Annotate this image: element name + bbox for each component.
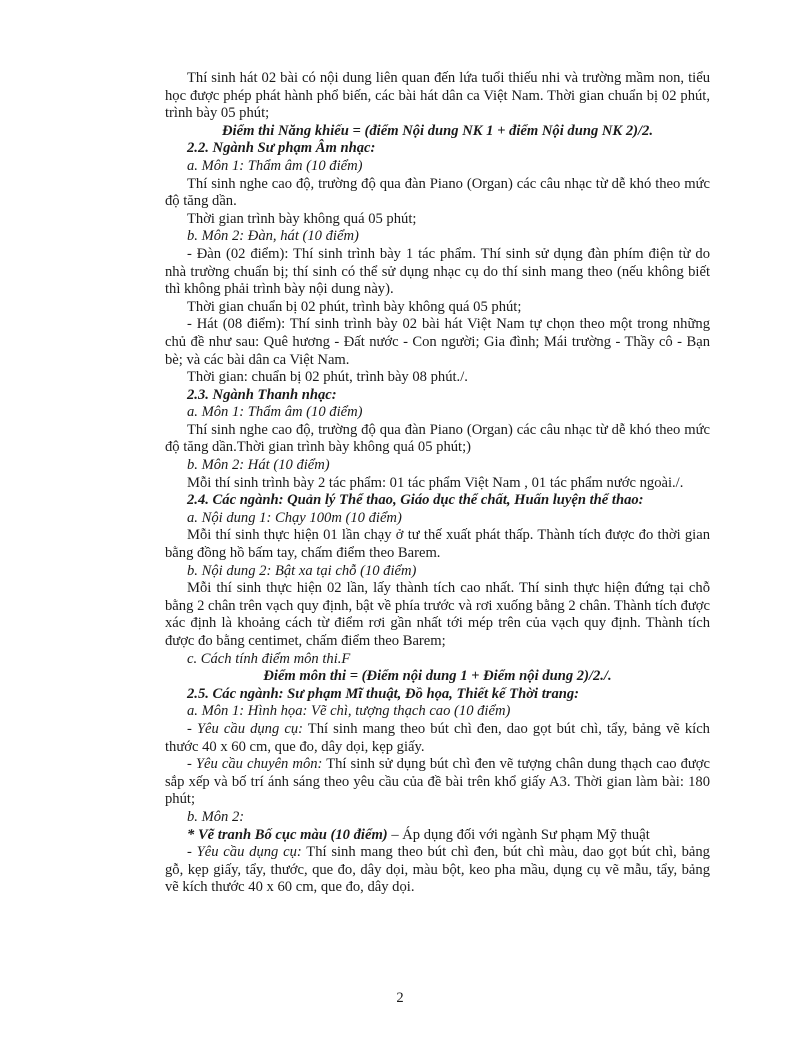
paragraph: Mỗi thí sinh trình bày 2 tác phẩm: 01 tác phẩm Việt Nam , 01 tác phẩm nước ngoài./. [187,474,684,491]
item-label: * Vẽ tranh Bố cục màu (10 điểm) [187,826,388,843]
item-text: Thí sinh sử dụng bút chì đen vẽ tượng chân dung thạch cao được sắp xếp và bố trí ánh sáng theo yêu cầu của đề bài trên khổ giấy A3. Thời gian làm bài: 180 phút; [165,756,711,808]
subsection-label: b. Môn 2: Hát (10 điểm) [187,457,330,474]
subsection-label: b. Môn 2: Đàn, hát (10 điểm) [187,228,359,245]
requirement-item [165,721,710,756]
subsection-label: b. Môn 2: [187,808,245,825]
paragraph: Thời gian chuẩn bị 02 phút, trình bày không quá 05 phút; [187,298,522,315]
paragraph: Thời gian trình bày không quá 05 phút; [187,210,417,227]
item-text: Thí sinh mang theo bút chì đen, bút chì màu, dao gọt bút chì, bảng gỗ, kẹp giấy, tẩy, thước, que đo, dây dọi, màu bột, keo pha mầu, dụng cụ vẽ mẫu, tẩy, bảng vẽ kích thước 40 x 60 cm, que đo, dây dọi. [165,844,710,896]
starred-item [165,827,710,845]
item-label: - Yêu cầu dụng cụ: [187,720,303,737]
section-heading: 2.4. Các ngành: Quản lý Thể thao, Giáo dục thể chất, Huấn luyện thể thao: [187,492,644,509]
subsection-label: a. Môn 1: Hình họa: Vẽ chì, tượng thạch cao (10 điểm) [187,703,511,720]
score-formula: Điểm môn thi = (Điểm nội dung 1 + Điểm nội dung 2)/2./. [263,668,612,685]
subsection-label: b. Nội dung 2: Bật xa tại chỗ (10 điểm) [187,562,417,579]
subsection-label: a. Môn 1: Thẩm âm (10 điểm) [187,404,363,421]
paragraph: Thí sinh nghe cao độ, trường độ qua đàn Piano (Organ) các câu nhạc từ dễ khó theo mức độ tăng dần.Thời gian trình bày không quá 05 phút;) [165,421,710,456]
requirement-item [165,756,710,809]
paragraph: - Hát (08 điểm): Thí sinh trình bày 02 bài hát Việt Nam tự chọn theo một trong những chủ đề như sau: Quê hương - Đất nước - Con người; Gia đình; Mái trường - Thầy cô - Bạn bè; và các bài dân ca Việt Nam. [165,316,710,368]
paragraph: Thí sinh hát 02 bài có nội dung liên quan đến lứa tuổi thiếu nhi và trường mầm non, tiểu học được phép phát hành phổ biến, các bài hát dân ca Việt Nam. Thời gian chuẩn bị 02 phút, trình bày 05 phút; [165,70,710,122]
item-label: - Yêu cầu dụng cụ: [187,844,302,861]
item-label: - Yêu cầu chuyên môn: [187,756,323,773]
section-heading: 2.3. Ngành Thanh nhạc: [187,386,337,403]
score-formula: Điểm thi Năng khiếu = (điểm Nội dung NK 1 + điểm Nội dung NK 2)/2. [222,122,653,139]
page-body [165,70,710,897]
item-text: Thí sinh mang theo bút chì đen, dao gọt bút chì, tẩy, bảng vẽ kích thước 40 x 60 cm, que đo, dây dọi, kẹp giấy. [165,720,710,755]
subsection-label: a. Môn 1: Thẩm âm (10 điểm) [187,157,363,174]
subsection-label: a. Nội dung 1: Chạy 100m (10 điểm) [187,509,402,526]
section-heading: 2.2. Ngành Sư phạm Âm nhạc: [187,140,376,157]
section-heading: 2.5. Các ngành: Sư phạm Mĩ thuật, Đồ họa, Thiết kế Thời trang: [187,685,580,702]
paragraph: - Đàn (02 điểm): Thí sinh trình bày 1 tác phẩm. Thí sinh sử dụng đàn phím điện từ do nhà trường chuẩn bị; thí sinh có thể sử dụng nhạc cụ do thí sinh mang theo (nếu không biết thì không phải trình bày nội dung này). [165,245,710,298]
paragraph: Thời gian: chuẩn bị 02 phút, trình bày 08 phút./. [187,369,468,386]
paragraph: Thí sinh nghe cao độ, trường độ qua đàn Piano (Organ) các câu nhạc từ dễ khó theo mức độ tăng dần. [165,175,710,210]
item-text: – Áp dụng đối với ngành Sư phạm Mỹ thuật [387,826,650,843]
paragraph: Mỗi thí sinh thực hiện 02 lần, lấy thành tích cao nhất. Thí sinh thực hiện đứng tại chỗ bằng 2 chân trên vạch quy định, bật về phía trước và rơi xuống bằng 2 chân. Thành tích được xác định là khoảng cách từ điểm rơi gần nhất tới mép trên của vạch quy định. Thành tích được đo bằng centimet, chấm điểm theo Barem; [165,580,710,649]
subsection-label: c. Cách tính điểm môn thi.F [187,650,351,667]
requirement-item [165,844,710,897]
page-number: 2 [396,990,404,1006]
paragraph: Mỗi thí sinh thực hiện 01 lần chạy ở tư thế xuất phát thấp. Thành tích được đo thời gian bằng đồng hồ bấm tay, chấm điểm theo Barem. [165,527,710,562]
